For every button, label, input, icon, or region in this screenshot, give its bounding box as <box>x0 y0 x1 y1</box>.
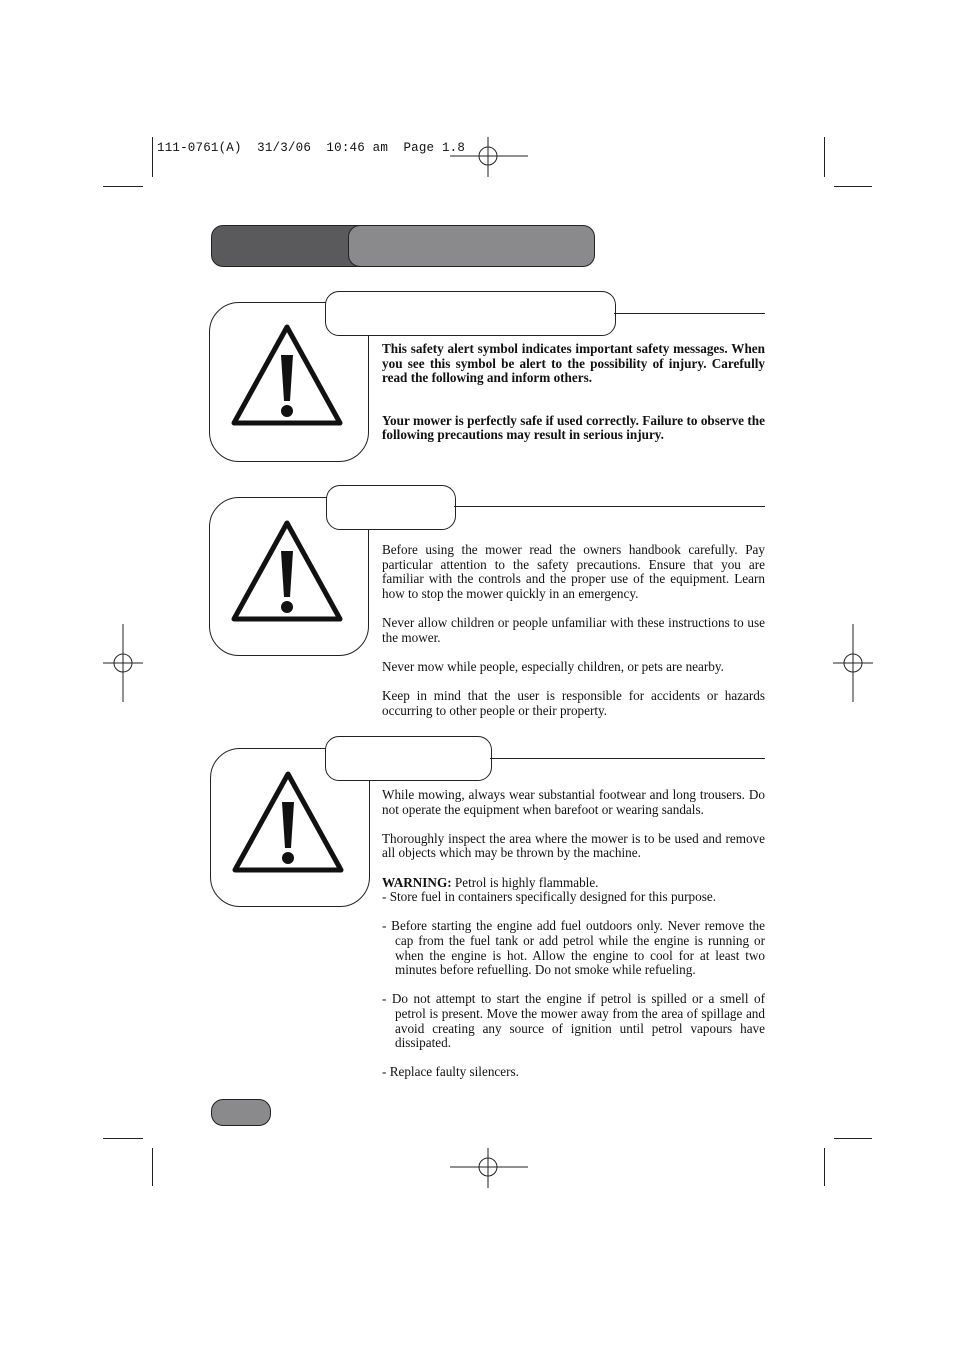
section-label-box-3 <box>325 736 492 781</box>
crop-mark-bl-v <box>152 1148 153 1186</box>
section-1-text <box>382 342 765 458</box>
warning-text: Petrol is highly flammable. <box>451 874 599 890</box>
section-rule-3 <box>490 758 765 759</box>
section-label-box-2 <box>326 485 456 530</box>
section-rule-2 <box>454 506 765 507</box>
crop-mark-tl-v <box>152 137 153 177</box>
warning-paragraph <box>382 876 765 891</box>
page-number-tab <box>211 1099 271 1126</box>
header-tab-light <box>348 225 595 267</box>
list-item: - Replace faulty silencers. <box>382 1064 519 1080</box>
warning-triangle-icon <box>230 519 344 623</box>
paragraph: Thoroughly inspect the area where the mower is to be used and remove all objects which may be thrown by the machine. <box>382 830 765 861</box>
crop-mark-br-v <box>824 1148 825 1186</box>
registration-mark-right-icon <box>833 624 873 702</box>
crop-mark-tl-h <box>103 186 143 187</box>
paragraph: Never mow while people, especially children, or pets are nearby. <box>382 658 724 674</box>
crop-mark-tr-v <box>824 137 825 177</box>
paragraph: This safety alert symbol indicates important safety messages. When you see this symbol be alert to the possibility of injury. Carefully read the following and inform others. <box>382 341 765 386</box>
registration-mark-left-icon <box>103 624 143 702</box>
list-item: - Do not attempt to start the engine if petrol is spilled or a smell of petrol is present. Move the mower away from the area of spillage and avoid creating any source of ignition until petrol vapours have dissipated. <box>382 991 765 1051</box>
section-3-text <box>382 788 765 1094</box>
paragraph: Your mower is perfectly safe if used correctly. Failure to observe the following precautions may result in serious injury. <box>382 412 765 443</box>
print-slug: 111-0761(A) 31/3/06 10:46 am Page 1.8 <box>157 141 466 155</box>
warning-label: WARNING: <box>382 874 452 890</box>
warning-triangle-icon <box>231 770 345 874</box>
section-rule-1 <box>614 313 765 314</box>
list-item: - Before starting the engine add fuel outdoors only. Never remove the cap from the fuel tank or add petrol while the engine is running or when the engine is hot. Allow the engine to cool for at least two minutes before refuelling. Do not smoke while refueling. <box>382 918 765 978</box>
registration-mark-bottom-icon <box>450 1148 528 1188</box>
paragraph: Keep in mind that the user is responsible for accidents or hazards occurring to other people or their property. <box>382 687 765 718</box>
paragraph: Never allow children or people unfamiliar with these instructions to use the mower. <box>382 614 765 645</box>
section-2-text <box>382 543 765 733</box>
paragraph: Before using the mower read the owners handbook carefully. Pay particular attention to the safety precautions. Ensure that you are familiar with the controls and the proper use of the equipment. Learn how to stop the mower quickly in an emergency. <box>382 542 765 601</box>
crop-mark-bl-h <box>103 1138 143 1139</box>
crop-mark-tr-h <box>834 186 872 187</box>
warning-triangle-icon <box>230 323 344 427</box>
section-label-box-1 <box>325 291 616 336</box>
paragraph: While mowing, always wear substantial footwear and long trousers. Do not operate the equipment when barefoot or wearing sandals. <box>382 787 765 817</box>
crop-mark-br-h <box>834 1138 872 1139</box>
list-item: - Store fuel in containers specifically designed for this purpose. <box>382 889 716 905</box>
